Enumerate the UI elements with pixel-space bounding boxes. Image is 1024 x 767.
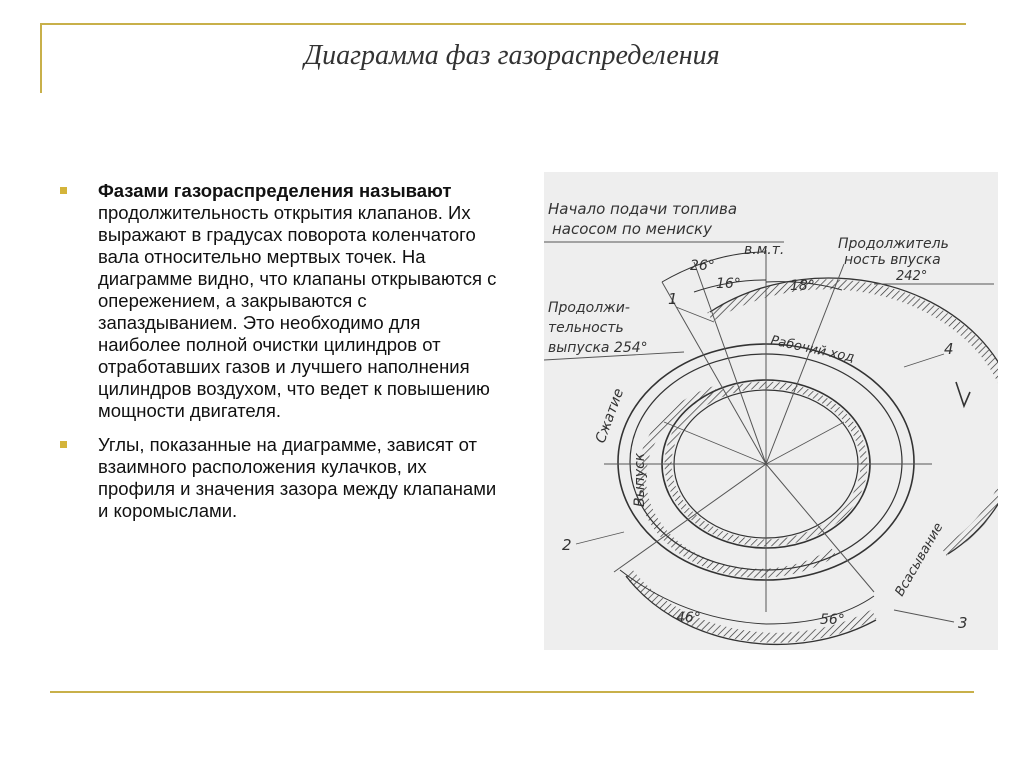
angle-26-label: 26° [690, 258, 715, 274]
radial-line [664, 422, 766, 464]
valve-timing-diagram [544, 172, 998, 650]
suction-label: Всасывание [892, 520, 947, 599]
bullet-marker-icon [60, 187, 67, 194]
intake-degrees: 242° [896, 269, 928, 284]
bullet-text: продолжительность открытия клапанов. Их выражают в градусах поворота коленчатого вала относительно мертвых точек. На диаграмме видно, что клапаны открываются с опережением, а закрываются с запаздыванием. Это необходимо для наиболее полной очистки цилиндров от отработавших газов и лучшего наполнения цилиндров воздухом, что ведет к повышению мощности двигателя. [98, 202, 497, 421]
tdc-label: в.м.т. [744, 242, 785, 258]
angle-56-label: 56° [820, 612, 845, 628]
bottom-rule [50, 691, 974, 693]
body-text [60, 180, 500, 534]
leader-1 [676, 307, 714, 322]
radial-line [766, 422, 844, 464]
marker-3: 3 [958, 614, 968, 632]
angle-18-label: 18° [790, 278, 815, 294]
slide-title: Диаграмма фаз газораспределения [304, 40, 720, 71]
leader-4 [904, 354, 944, 367]
bullet-bold-text: Фазами газораспределения называют [98, 180, 452, 201]
intake-label-line2: ность впуска [844, 252, 941, 268]
leader-2 [576, 532, 624, 544]
bullet-item [60, 180, 500, 422]
fuel-label-line2: насосом по мениску [552, 220, 712, 238]
angle-16-label: 16° [716, 276, 741, 292]
fuel-label-line1: Начало подачи топлива [548, 200, 738, 218]
compression-label: Сжатие [592, 386, 628, 446]
marker-2: 2 [562, 536, 572, 554]
work-stroke-label: Рабочий ход [769, 333, 856, 366]
marker-1: 1 [668, 290, 678, 308]
top-rule [40, 23, 966, 25]
diagram-svg [544, 172, 998, 650]
leader-3 [894, 610, 954, 622]
exhaust-label-line3: выпуска 254° [548, 340, 648, 356]
intake-label-line1: Продолжитель [838, 236, 949, 252]
angle-46-label: 46° [676, 610, 701, 626]
exhaust-label-line2: тельность [548, 320, 624, 336]
bullet-marker-icon [60, 441, 67, 448]
exhaust-label-line1: Продолжи- [548, 300, 630, 316]
bullet-text: Углы, показанные на диаграмме, зависят от взаимного расположения кулачков, их профиля и значения зазора между клапанами и коромыслами. [98, 434, 497, 521]
bullet-item [60, 434, 500, 522]
marker-4: 4 [944, 340, 954, 358]
exhaust-stroke-label: Выпуск [632, 452, 648, 507]
rotation-arrow-icon [956, 382, 970, 406]
